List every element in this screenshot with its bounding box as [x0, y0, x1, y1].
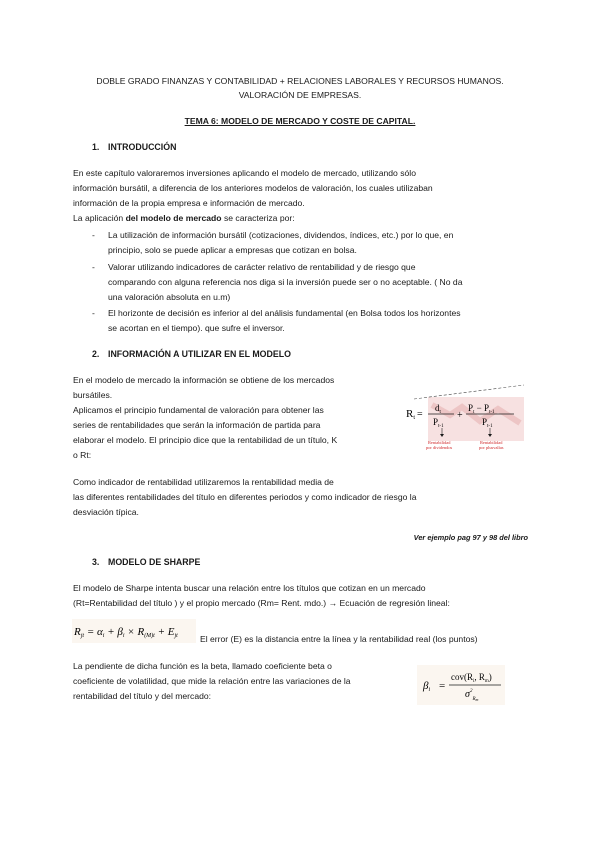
formula-num2: $P_t - P_{t-1}$ — [468, 403, 495, 415]
regression-equation-text: Rjt = αi + βi × R(M)t + Ejt — [74, 626, 178, 639]
bullet-dash: - — [92, 230, 95, 240]
sharpe-line-2: (Rt=Rentabilidad del título ) y el propio mercado (Rm= Rent. mdo.) → Ecuación de regresión lineal: — [73, 598, 450, 608]
bullet-3-line-1: El horizonte de decisión es inferior al del análisis fundamental (en Bolsa todos los horizontes — [108, 308, 461, 318]
info-line-1: En el modelo de mercado la información se obtiene de los mercados — [73, 375, 335, 385]
info-line-6: o Rt: — [73, 450, 92, 460]
info-line-2: bursátiles. — [73, 390, 113, 400]
topic-title: TEMA 6: MODELO DE MERCADO Y COSTE DE CAPITAL. — [184, 116, 416, 126]
formula-num1: $d_t$ — [435, 403, 441, 415]
error-explanation: El error (E) es la distancia entre la línea y la rentabilidad real (los puntos) — [200, 634, 478, 644]
beta-formula-image — [417, 665, 505, 705]
bullet-2-line-2: comparando con alguna referencia nos diga si la inversión puede ser o no aceptable. ( No da — [108, 277, 463, 287]
label-capital-a: Rentabilidad — [480, 440, 503, 445]
regression-equation-image — [72, 619, 196, 643]
beta-numerator: $cov(R_i$, $R_m$) — [451, 672, 492, 684]
intro-line-2: información bursátil, a diferencia de los anteriores modelos de valoración, los cuales utilizaban — [73, 183, 433, 193]
formula-plus: + — [457, 410, 463, 421]
indicator-line-1: Como indicador de rentabilidad utilizaremos la rentabilidad media de — [73, 477, 334, 487]
intro-line-3: información de la propia empresa e información de mercado. — [73, 198, 305, 208]
beta-denominator: $\sigma^2_Rm$ — [465, 689, 479, 702]
header-line-1: DOBLE GRADO FINANZAS Y CONTABILIDAD + RELACIONES LABORALES Y RECURSOS HUMANOS. — [96, 76, 504, 86]
beta-line-3: rentabilidad del título y del mercado: — [73, 691, 212, 701]
beta-lhs: βi — [423, 680, 431, 693]
formula-lhs: Rt — [406, 408, 416, 421]
info-line-4: series de rentabilidades que serán la información de partida para — [73, 420, 321, 430]
indicator-line-2: las diferentes rentabilidades del título en diferentes periodos y como indicador de riesgo la — [73, 492, 417, 502]
intro-line-1: En este capítulo valoraremos inversiones aplicando el modelo de mercado, utilizando sólo — [73, 168, 416, 178]
bullet-1-line-1: La utilización de información bursátil (cotizaciones, dividendos, índices, etc.) por lo que, en — [108, 230, 454, 240]
header-line-2: VALORACIÓN DE EMPRESAS. — [238, 90, 362, 100]
formula-den1: $P_{t-1}$ — [433, 417, 444, 429]
label-capital-b: por plusvalías — [479, 445, 504, 450]
section1-title: INTRODUCCIÓN — [108, 142, 177, 152]
beta-equals: = — [439, 680, 446, 692]
bullet-2-line-1: Valorar utilizando indicadores de carácter relativo de rentabilidad y de riesgo que — [108, 262, 416, 272]
application-line — [73, 212, 295, 224]
application-bold: del modelo de mercado — [125, 213, 222, 223]
bullet-2-line-3: una valoración absoluta en u.m) — [108, 292, 231, 302]
formula-equals: = — [417, 409, 423, 420]
section3-title: MODELO DE SHARPE — [108, 557, 201, 567]
section2-number: 2. — [92, 349, 100, 359]
info-line-3: Aplicamos el principio fundamental de valoración para obtener las — [73, 405, 324, 415]
label-dividend-b: por dividendos — [426, 445, 453, 450]
formula-den2: $P_{t-1}$ — [482, 417, 493, 429]
application-post: se caracteriza por: — [221, 213, 295, 223]
beta-formula-svg — [417, 665, 505, 705]
label-dividend-a: Rentabilidad — [428, 440, 451, 445]
bullet-dash: - — [92, 308, 95, 318]
return-formula-image — [402, 383, 528, 455]
regression-equation-svg — [72, 619, 196, 643]
book-reference: Ver ejemplo pag 97 y 98 del libro — [413, 533, 528, 542]
section1-number: 1. — [92, 142, 100, 152]
section3-number: 3. — [92, 557, 100, 567]
application-pre: La aplicación — [73, 213, 126, 223]
beta-line-1: La pendiente de dicha función es la beta, llamado coeficiente beta o — [73, 661, 332, 671]
return-formula-svg — [402, 383, 528, 455]
sharpe-line-1: El modelo de Sharpe intenta buscar una relación entre los títulos que cotizan en un mercado — [73, 583, 426, 593]
bullet-3-line-2: se acortan en el tiempo). que sufre el inversor. — [108, 323, 285, 333]
bullet-dash: - — [92, 262, 95, 272]
indicator-line-3: desviación típica. — [73, 507, 139, 517]
beta-line-2: coeficiente de volatilidad, que mide la relación entre las variaciones de la — [73, 676, 351, 686]
bullet-1-line-2: principio, solo se puede aplicar a empresas que cotizan en bolsa. — [108, 245, 357, 255]
section2-title: INFORMACIÓN A UTILIZAR EN EL MODELO — [108, 349, 291, 359]
info-line-5: elaborar el modelo. El principio dice que la rentabilidad de un título, K — [73, 435, 338, 445]
